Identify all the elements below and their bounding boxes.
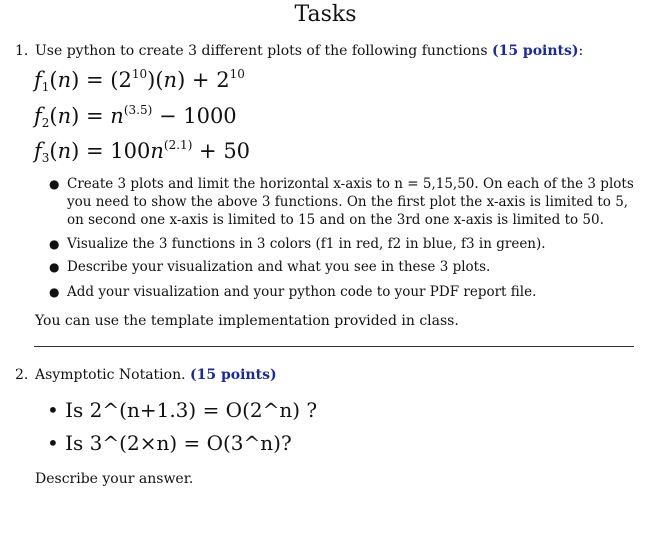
task2-number: 2.: [15, 367, 29, 383]
bullet-icon: ●: [49, 237, 60, 251]
question-1-text: Is 2^(n+1.3) = O(2^n) ?: [65, 398, 318, 422]
question-2: • Is 3^(2×n) = O(3^n)?: [47, 431, 292, 455]
task2-points: (15 points): [190, 367, 277, 383]
bullet-text-1: Create 3 plots and limit the horizontal x-axis to n = 5,15,50. On each of the 3 plots you need to show the above 3 functions. On the first plot the x-axis is limited to 5, on second one x-axis is limited to 15 and on the 3rd one x-axis is limited to 50.: [67, 176, 634, 228]
bullet-text-2: Visualize the 3 functions in 3 colors (f1 in red, f2 in blue, f3 in green).: [67, 236, 546, 252]
bullet-icon: ●: [49, 177, 60, 191]
task1-points: (15 points): [491, 43, 579, 59]
bullet-icon: ●: [49, 285, 60, 299]
task2-prompt: [35, 367, 277, 383]
bullet-text-3: Describe your visualization and what you see in these 3 plots.: [67, 259, 491, 275]
page-title: Tasks: [294, 2, 357, 27]
question-1: • Is 2^(n+1.3) = O(2^n) ?: [47, 398, 318, 422]
task1-prompt-text: Use python to create 3 different plots of the following functions: [35, 43, 488, 59]
bullet-text-4: Add your visualization and your python code to your PDF report file.: [67, 284, 537, 300]
task1-footer: You can use the template implementation provided in class.: [35, 313, 459, 329]
section-divider: [34, 346, 634, 347]
equation-f1: $f_1(n) = (2^{10})(n) + 2^{10}$: [34, 67, 245, 94]
bullet-icon: ●: [49, 260, 60, 274]
task1-number: 1.: [15, 43, 29, 59]
task1-colon: :: [578, 43, 584, 59]
equation-f3: $f_3(n) = 100n^{(2.1)} + 50$: [34, 138, 251, 165]
task2-footer: Describe your answer.: [35, 471, 194, 487]
question-2-text: Is 3^(2×n) = O(3^n)?: [65, 431, 292, 455]
task2-prompt-text: Asymptotic Notation.: [35, 367, 186, 383]
task1-prompt: [35, 43, 583, 59]
equation-f2: $f_2(n) = n^{(3.5)} - 1000$: [34, 103, 237, 130]
